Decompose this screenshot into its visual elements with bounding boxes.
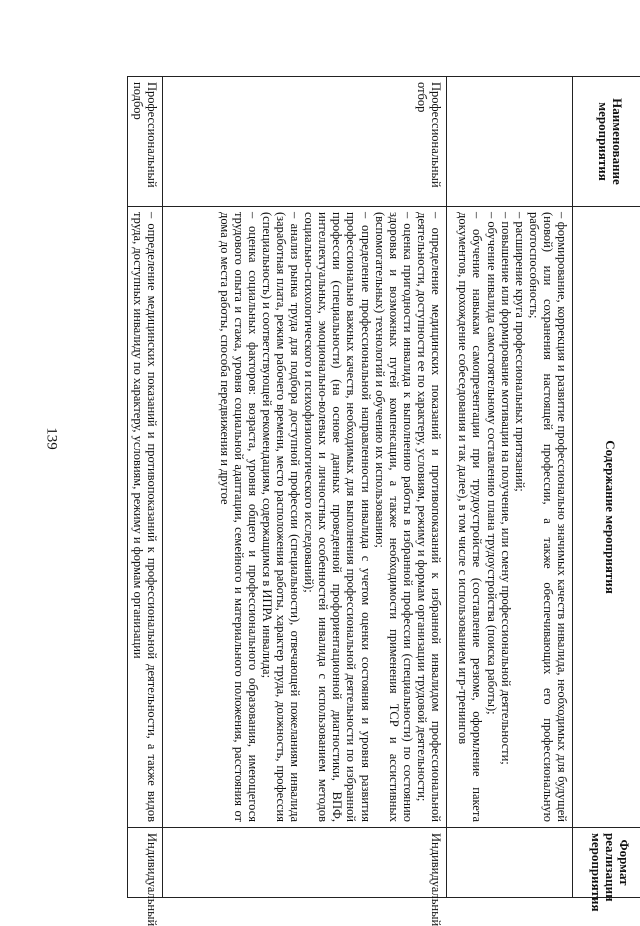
list-item: – повышение или формирование мотивации на получение, или смену профессиональной деятельности; bbox=[499, 212, 513, 822]
event-format-cell: Индивидуальный bbox=[127, 828, 162, 898]
event-content-cell bbox=[127, 207, 162, 828]
list-item: – обучение навыкам самопрезентации при трудоустройстве (составление резюме, оформление пакета документов, прохождение собеседования и так далее), в том числе с использованием игр-тренингов bbox=[456, 212, 484, 822]
list-item: – формирование, коррекция и развитие профессионально значимых качеств инвалида, необходимых для будущей (новой) или сохранения настоящей профессии, а также обеспечивающих его профессиональную работоспособность; bbox=[527, 212, 569, 822]
table-row bbox=[127, 77, 162, 898]
event-format-cell: Индивидуальный bbox=[163, 828, 447, 898]
list-item: – определение медицинских показаний и противопоказаний к профессиональной деятельности, а также видов труда, доступных инвалиду по характеру, условиям, режиму и формам организации bbox=[131, 212, 159, 822]
table-row bbox=[163, 77, 447, 898]
page-number: 139 bbox=[43, 424, 60, 454]
header-event-content: Содержание мероприятия bbox=[573, 207, 640, 828]
event-name-cell: Профессиональный подбор bbox=[127, 77, 162, 207]
event-content-cell bbox=[447, 207, 573, 828]
event-name-cell: Профессиональный отбор bbox=[163, 77, 447, 207]
list-item: – оценка социальных факторов: возраста, уровня общего и профессионального образования, имеющегося трудового опыта и стажа, уровня социальной адаптации, семейного и материального положения, расстояния от дома до места работы, способа передвижения и другое bbox=[218, 212, 260, 822]
list-item: – обучение инвалида самостоятельному составлению плана трудоустройства (поиска работы); bbox=[484, 212, 498, 822]
event-content-cell bbox=[163, 207, 447, 828]
event-format-cell bbox=[447, 828, 573, 898]
header-event-name: Наименование мероприятия bbox=[573, 77, 640, 207]
list-item: – оценка пригодности инвалида к выполнению работы в избранной профессии (специальности) по состоянию здоровья и возможных путей компенсации, а также необходимости применения ТСР и ассистивных (вспомогательных) технологий и обучению их использованию; bbox=[373, 212, 415, 822]
table-row bbox=[447, 77, 573, 898]
events-table bbox=[127, 76, 640, 898]
event-name-cell bbox=[447, 77, 573, 207]
header-event-format: Формат реализации мероприятия bbox=[573, 828, 640, 898]
list-item: – определение профессиональной направленности инвалида с учетом оценки состояния и уровня развития профессионально важных качеств, необходимых для выполнения профессиональной деятельности по избранной профессии (специальности) (на основе данных проведенной профориентационной диагностики, ВПФ, интеллектуальных, эмоционально-волевых и личностных особенностей инвалида с использованием методов социально-психологического и психофизиологического исследований); bbox=[302, 212, 372, 822]
list-item: – анализ рынка труда для подбора доступной профессии (специальности), отвечающей пожеланиям инвалида (заработная плата, режим рабочего времени, место расположения работы, характер труда, должность, профессия (специальность) и соответствующей рекомендациям, содержащимся в ИПРА инвалида; bbox=[260, 212, 302, 822]
document-table-rotated bbox=[139, 76, 640, 898]
list-item: – расширение круга профессиональных притязаний; bbox=[513, 212, 527, 822]
list-item: – определение медицинских показаний и противопоказаний к избранной инвалидом профессиональной деятельности, доступности ее по характеру, условиям, режиму и формам организации трудовой деятельности; bbox=[415, 212, 443, 822]
